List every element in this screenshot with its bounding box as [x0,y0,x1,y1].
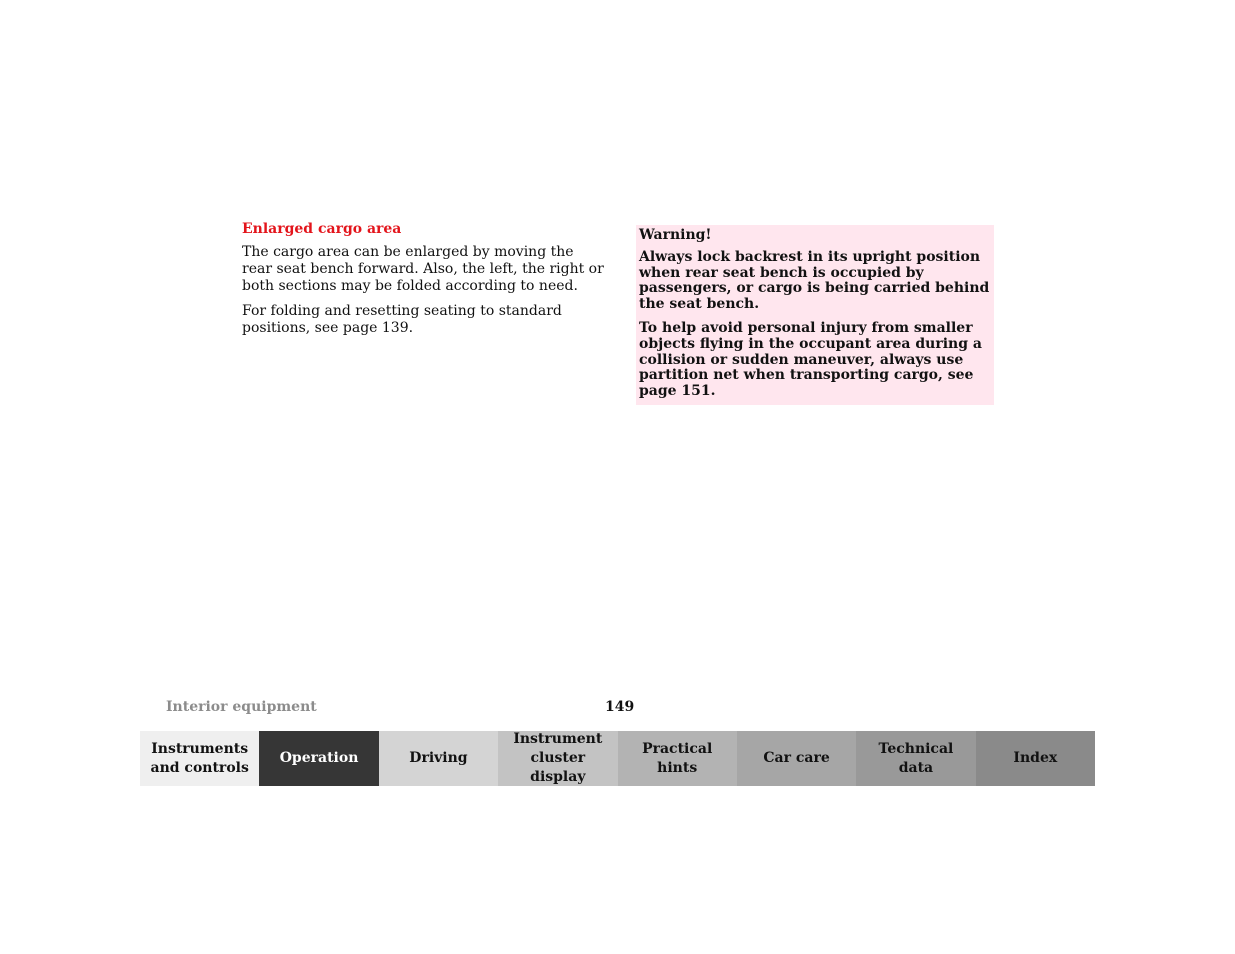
nav-tab-practical-hints[interactable] [618,731,737,786]
nav-tab-label: Index [1013,750,1058,766]
nav-tab-instruments-and-controls[interactable] [140,731,259,786]
page-number: 149 [605,699,635,715]
chapter-nav-bar [140,731,1095,786]
nav-tab-label: Instruments and controls [150,740,249,776]
nav-tab-operation[interactable] [259,731,378,786]
nav-tab-car-care[interactable] [737,731,856,786]
nav-tab-instrument-cluster-display[interactable] [498,731,617,786]
nav-tab-label: Car care [763,750,830,766]
warning-box [636,225,994,405]
warning-paragraph-1: Always lock backrest in its upright position when rear seat bench is occupied by passengers, or cargo is being carried behind the seat bench. [639,249,990,312]
warning-paragraph-2: To help avoid personal injury from smaller objects flying in the occupant area during a collision or sudden maneuver, always use partition net when transporting cargo, see page 151. [639,320,982,399]
nav-tab-label: Driving [409,750,468,766]
nav-tab-index[interactable] [976,731,1095,786]
nav-tab-label: Technical data [878,740,954,776]
section-title: Enlarged cargo area [242,221,402,237]
nav-tab-label: Instrument cluster display [513,731,603,785]
body-paragraph-2: For folding and resetting seating to standard positions, see page 139. [242,303,562,336]
body-paragraph-1: The cargo area can be enlarged by moving the rear seat bench forward. Also, the left, the right or both sections may be folded according to need. [242,244,604,294]
warning-title: Warning! [639,227,712,243]
main-text-column [242,221,607,345]
nav-tab-label: Operation [279,750,359,766]
nav-tab-driving[interactable] [379,731,498,786]
footer-section-label: Interior equipment [166,699,317,715]
nav-tab-technical-data[interactable] [856,731,975,786]
nav-tab-label: Practical hints [642,740,713,776]
